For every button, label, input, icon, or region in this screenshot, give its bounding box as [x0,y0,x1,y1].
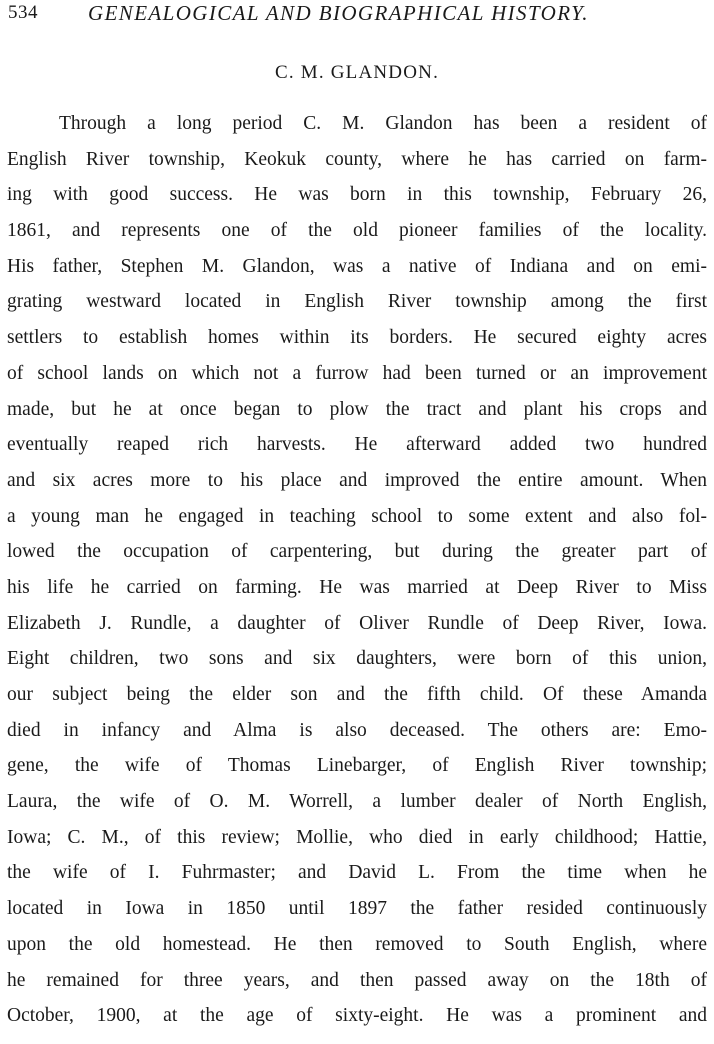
biography-body [7,106,707,1034]
running-title: GENEALOGICAL AND BIOGRAPHICAL HISTORY. [88,1,589,25]
text-line: of school lands on which not a furrow had been turned or an improvement [7,362,707,384]
text-line: Elizabeth J. Rundle, a daughter of Oliver Rundle of Deep River, Iowa. [7,612,707,634]
text-line: died in infancy and Alma is also deceased. The others are: Emo- [7,719,707,741]
text-line: our subject being the elder son and the fifth child. Of these Amanda [7,684,707,705]
text-line: ing with good success. He was born in this township, February 26, [7,184,707,206]
text-line: 1861, and represents one of the old pioneer families of the locality. [7,220,707,242]
text-line: eventually reaped rich harvests. He afterward added two hundred [7,434,707,456]
text-line: Laura, the wife of O. M. Worrell, a lumber dealer of North English, [7,791,707,813]
biography-title: C. M. GLANDON. [274,62,440,83]
text-line: a young man he engaged in teaching school to some extent and also fol- [7,505,707,527]
running-header [8,2,708,32]
text-line: October, 1900, at the age of sixty-eight. He was a prominent and [7,1005,707,1027]
text-line: his life he carried on farming. He was married at Deep River to Miss [7,576,707,598]
text-line: he remained for three years, and then passed away on the 18th of [7,969,707,991]
text-line: the wife of I. Fuhrmaster; and David L. From the time when he [7,862,707,884]
text-line: located in Iowa in 1850 until 1897 the father resided continuously [7,898,707,920]
text-line: and six acres more to his place and improved the entire amount. When [7,469,707,491]
text-line: Iowa; C. M., of this review; Mollie, who died in early childhood; Hattie, [7,826,707,848]
text-line: Through a long period C. M. Glandon has been a resident of [59,113,707,134]
text-line: settlers to establish homes within its borders. He secured eighty acres [7,327,707,349]
text-line: made, but he at once began to plow the tract and plant his crops and [7,398,707,420]
text-line: grating westward located in English River township among the first [7,291,707,313]
text-line: lowed the occupation of carpentering, but during the greater part of [7,541,707,563]
text-line: gene, the wife of Thomas Linebarger, of English River township; [7,755,707,777]
text-line: His father, Stephen M. Glandon, was a native of Indiana and on emi- [7,255,707,277]
text-line: upon the old homestead. He then removed to South English, where [7,933,707,955]
text-line: Eight children, two sons and six daughters, were born of this union, [7,648,707,670]
text-line: English River township, Keokuk county, where he has carried on farm- [7,148,707,170]
page-number: 534 [8,2,38,23]
